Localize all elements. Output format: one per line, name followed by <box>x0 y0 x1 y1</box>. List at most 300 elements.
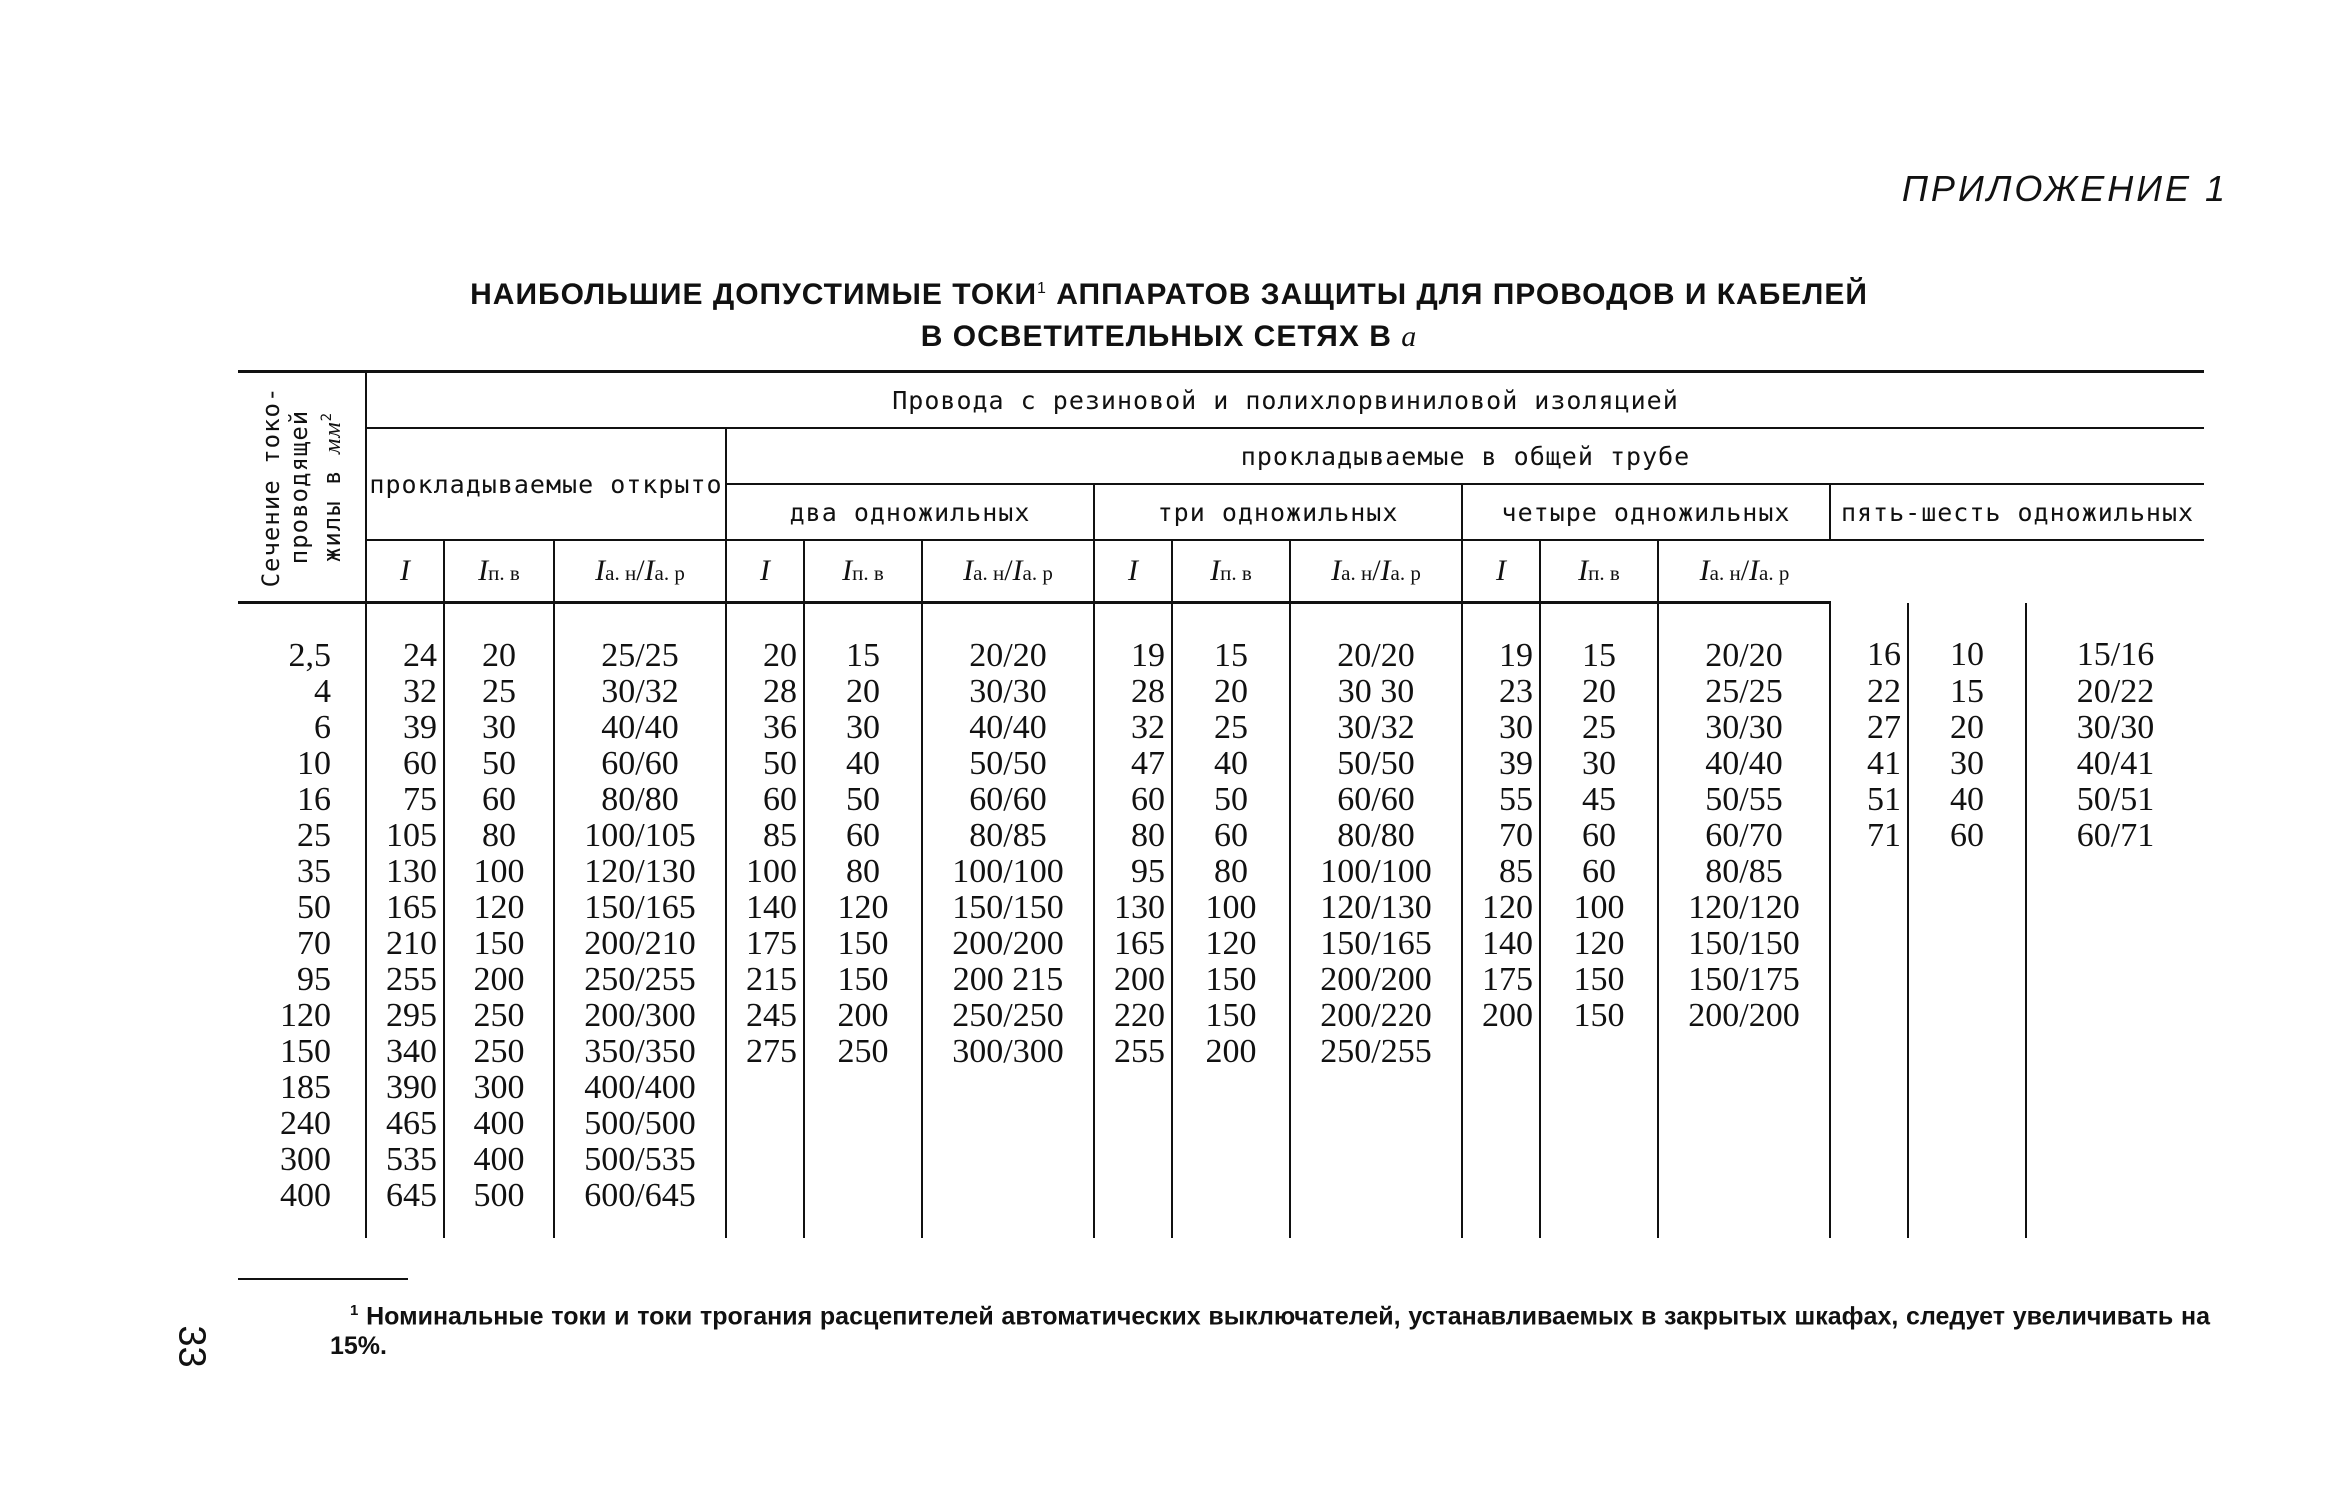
value-cell: 120/130 <box>554 854 726 890</box>
value-cell: 120 <box>1172 926 1290 962</box>
value-cell: 150 <box>1540 962 1658 998</box>
value-cell: 15 <box>1172 603 1290 675</box>
value-cell <box>922 1142 1094 1178</box>
value-cell: 40 <box>1908 782 2026 818</box>
value-cell: 250/255 <box>1290 1034 1462 1070</box>
value-cell: 23 <box>1462 674 1540 710</box>
value-cell: 36 <box>726 710 804 746</box>
value-cell: 200 <box>1462 998 1540 1034</box>
table-row <box>238 818 2204 854</box>
value-cell: 47 <box>1094 746 1172 782</box>
value-cell: 150 <box>1172 998 1290 1034</box>
value-cell: 400 <box>444 1106 554 1142</box>
col-header-Ipv: Iп. в <box>1540 540 1658 603</box>
value-cell <box>1172 1178 1290 1238</box>
value-cell: 200/200 <box>1658 998 1830 1034</box>
value-cell: 645 <box>366 1178 444 1238</box>
value-cell: 50/50 <box>1290 746 1462 782</box>
value-cell <box>1830 926 1908 962</box>
cross-section-cell: 10 <box>297 745 331 782</box>
value-cell: 25/25 <box>1658 674 1830 710</box>
cross-section-cell: 120 <box>280 997 331 1034</box>
value-cell <box>1172 1106 1290 1142</box>
value-cell <box>1540 1070 1658 1106</box>
value-cell: 19 <box>1094 603 1172 675</box>
value-cell: 100 <box>444 854 554 890</box>
value-cell <box>1290 1070 1462 1106</box>
value-cell <box>2026 1070 2204 1106</box>
table-row <box>238 1034 2204 1070</box>
value-cell <box>1830 1142 1908 1178</box>
value-cell: 60 <box>1908 818 2026 854</box>
value-cell: 245 <box>726 998 804 1034</box>
value-cell: 120/120 <box>1658 890 1830 926</box>
value-cell: 60 <box>1172 818 1290 854</box>
value-cell <box>1462 1142 1540 1178</box>
value-cell: 600/645 <box>554 1178 726 1238</box>
value-cell: 25 <box>1172 710 1290 746</box>
value-cell <box>726 1178 804 1238</box>
value-cell <box>1908 998 2026 1034</box>
value-cell: 32 <box>366 674 444 710</box>
value-cell <box>1908 926 2026 962</box>
value-cell <box>804 1178 922 1238</box>
value-cell: 80/85 <box>1658 854 1830 890</box>
value-cell: 535 <box>366 1142 444 1178</box>
value-cell: 85 <box>726 818 804 854</box>
value-cell: 200/210 <box>554 926 726 962</box>
value-cell <box>1908 1106 2026 1142</box>
value-cell: 60/60 <box>1290 782 1462 818</box>
group-header: Провода с резиновой и полихлорвиниловой изоляцией <box>366 372 2204 429</box>
col-header-Ipv: Iп. в <box>1172 540 1290 603</box>
value-cell <box>1908 1070 2026 1106</box>
value-cell: 45 <box>1540 782 1658 818</box>
value-cell: 30/32 <box>554 674 726 710</box>
value-cell: 100/100 <box>1290 854 1462 890</box>
value-cell: 20/20 <box>922 603 1094 675</box>
value-cell <box>804 1070 922 1106</box>
value-cell <box>1462 1106 1540 1142</box>
cross-section-cell: 300 <box>280 1141 331 1178</box>
table-row <box>238 962 2204 998</box>
value-cell <box>1290 1178 1462 1238</box>
value-cell: 120/130 <box>1290 890 1462 926</box>
value-cell: 22 <box>1830 674 1908 710</box>
footnote-divider <box>238 1278 408 1280</box>
value-cell <box>1540 1178 1658 1238</box>
col-header-I: I <box>1094 540 1172 603</box>
value-cell: 60 <box>726 782 804 818</box>
value-cell: 32 <box>1094 710 1172 746</box>
value-cell <box>1658 1034 1830 1070</box>
sub-header-three: три одножильных <box>1094 484 1462 540</box>
value-cell <box>2026 1106 2204 1142</box>
value-cell: 295 <box>366 998 444 1034</box>
table-row <box>238 782 2204 818</box>
value-cell: 300/300 <box>922 1034 1094 1070</box>
value-cell: 25/25 <box>554 603 726 675</box>
value-cell: 350/350 <box>554 1034 726 1070</box>
value-cell: 40 <box>1172 746 1290 782</box>
value-cell: 200/200 <box>1290 962 1462 998</box>
value-cell: 20/22 <box>2026 674 2204 710</box>
value-cell: 30 <box>1462 710 1540 746</box>
value-cell: 60 <box>1540 854 1658 890</box>
value-cell: 120 <box>1462 890 1540 926</box>
value-cell <box>1830 1178 1908 1238</box>
value-cell: 400/400 <box>554 1070 726 1106</box>
value-cell: 50/55 <box>1658 782 1830 818</box>
cross-section-cell: 2,5 <box>288 637 331 674</box>
value-cell: 60 <box>1540 818 1658 854</box>
value-cell <box>2026 998 2204 1034</box>
value-cell <box>804 1142 922 1178</box>
value-cell: 200/300 <box>554 998 726 1034</box>
table-row <box>238 603 2204 675</box>
value-cell: 120 <box>444 890 554 926</box>
table-row <box>238 890 2204 926</box>
page-title <box>0 268 2338 358</box>
value-cell <box>1830 998 1908 1034</box>
value-cell <box>2026 926 2204 962</box>
value-cell <box>1908 962 2026 998</box>
table-row <box>238 998 2204 1034</box>
section-header: Сечение токо- проводящей жилы в $мм^2$ <box>238 372 366 603</box>
value-cell: 20 <box>444 603 554 675</box>
value-cell: 28 <box>726 674 804 710</box>
value-cell: 15 <box>1540 603 1658 675</box>
value-cell: 80 <box>1172 854 1290 890</box>
value-cell <box>726 1142 804 1178</box>
col-header-Ipv: Iп. в <box>804 540 922 603</box>
table-row <box>238 674 2204 710</box>
value-cell: 40/40 <box>1658 746 1830 782</box>
value-cell <box>1830 962 1908 998</box>
cross-section-cell: 70 <box>297 925 331 962</box>
value-cell: 255 <box>366 962 444 998</box>
value-cell: 340 <box>366 1034 444 1070</box>
value-cell: 30 <box>1540 746 1658 782</box>
value-cell: 60/70 <box>1658 818 1830 854</box>
value-cell: 40/40 <box>554 710 726 746</box>
value-cell <box>2026 1142 2204 1178</box>
value-cell: 85 <box>1462 854 1540 890</box>
value-cell: 20 <box>726 603 804 675</box>
value-cell: 60 <box>804 818 922 854</box>
value-cell: 95 <box>1094 854 1172 890</box>
value-cell: 200/220 <box>1290 998 1462 1034</box>
title-line1: НАИБОЛЬШИЕ ДОПУСТИМЫЕ ТОКИ <box>470 278 1038 311</box>
value-cell: 60/71 <box>2026 818 2204 854</box>
value-cell: 200 <box>804 998 922 1034</box>
value-cell: 500/500 <box>554 1106 726 1142</box>
value-cell: 140 <box>726 890 804 926</box>
value-cell: 30 30 <box>1290 674 1462 710</box>
value-cell: 120 <box>1540 926 1658 962</box>
value-cell: 15 <box>804 603 922 675</box>
value-cell: 40 <box>804 746 922 782</box>
value-cell: 71 <box>1830 818 1908 854</box>
value-cell: 30/30 <box>2026 710 2204 746</box>
cross-section-cell: 35 <box>297 853 331 890</box>
table-row <box>238 1106 2204 1142</box>
value-cell: 60 <box>1094 782 1172 818</box>
sub-header-four: четыре одножильных <box>1462 484 1830 540</box>
table-row <box>238 1070 2204 1106</box>
value-cell: 130 <box>1094 890 1172 926</box>
value-cell <box>1290 1142 1462 1178</box>
value-cell: 40/40 <box>922 710 1094 746</box>
value-cell: 150 <box>804 962 922 998</box>
value-cell: 60 <box>366 746 444 782</box>
value-cell <box>2026 962 2204 998</box>
value-cell: 200 215 <box>922 962 1094 998</box>
value-cell: 105 <box>366 818 444 854</box>
value-cell <box>1908 890 2026 926</box>
value-cell: 75 <box>366 782 444 818</box>
value-cell <box>1172 1070 1290 1106</box>
value-cell <box>1658 1106 1830 1142</box>
value-cell <box>922 1106 1094 1142</box>
value-cell: 20 <box>1172 674 1290 710</box>
value-cell: 80/80 <box>1290 818 1462 854</box>
value-cell: 39 <box>1462 746 1540 782</box>
value-cell: 20/20 <box>1658 603 1830 675</box>
value-cell: 150 <box>444 926 554 962</box>
cross-section-cell: 4 <box>314 673 331 710</box>
value-cell: 250/250 <box>922 998 1094 1034</box>
cross-section-cell: 25 <box>297 817 331 854</box>
value-cell <box>1658 1178 1830 1238</box>
value-cell: 100/105 <box>554 818 726 854</box>
value-cell: 27 <box>1830 710 1908 746</box>
value-cell: 16 <box>1830 603 1908 675</box>
value-cell <box>1830 1106 1908 1142</box>
value-cell: 80/80 <box>554 782 726 818</box>
value-cell: 220 <box>1094 998 1172 1034</box>
value-cell: 250 <box>444 998 554 1034</box>
value-cell: 50/50 <box>922 746 1094 782</box>
value-cell <box>922 1178 1094 1238</box>
title-footnote-mark: 1 <box>1037 280 1047 297</box>
value-cell <box>1540 1106 1658 1142</box>
value-cell <box>1172 1142 1290 1178</box>
value-cell: 150/165 <box>1290 926 1462 962</box>
value-cell: 50 <box>804 782 922 818</box>
value-cell <box>1540 1142 1658 1178</box>
table-row <box>238 710 2204 746</box>
value-cell <box>1830 1034 1908 1070</box>
cross-section-cell: 400 <box>280 1177 331 1214</box>
value-cell <box>1658 1142 1830 1178</box>
value-cell: 50 <box>726 746 804 782</box>
value-cell: 24 <box>366 603 444 675</box>
appendix-label: ПРИЛОЖЕНИЕ 1 <box>1901 168 2228 209</box>
value-cell: 30/30 <box>1658 710 1830 746</box>
value-cell: 30 <box>1908 746 2026 782</box>
value-cell: 150/150 <box>922 890 1094 926</box>
value-cell: 165 <box>1094 926 1172 962</box>
value-cell: 400 <box>444 1142 554 1178</box>
value-cell <box>1908 854 2026 890</box>
value-cell <box>2026 1034 2204 1070</box>
footnote-text: Номинальные токи и токи трогания расцепителей автоматических выключателей, устанавливаемых в закрытых шкафах, следует увеличивать на 15%. <box>330 1302 2210 1361</box>
value-cell: 55 <box>1462 782 1540 818</box>
open-laying-header: прокладываемые открыто <box>366 428 726 540</box>
value-cell: 200 <box>1094 962 1172 998</box>
value-cell: 40/41 <box>2026 746 2204 782</box>
value-cell <box>1094 1070 1172 1106</box>
cross-section-cell: 6 <box>314 709 331 746</box>
value-cell: 150/175 <box>1658 962 1830 998</box>
col-header-I: I <box>366 540 444 603</box>
value-cell <box>922 1070 1094 1106</box>
value-cell: 250 <box>444 1034 554 1070</box>
value-cell: 80 <box>444 818 554 854</box>
value-cell: 175 <box>1462 962 1540 998</box>
value-cell: 120 <box>804 890 922 926</box>
col-header-Ian-Iar: Iа. н/Iа. р <box>922 540 1094 603</box>
value-cell <box>1658 1070 1830 1106</box>
value-cell: 100 <box>1540 890 1658 926</box>
value-cell: 100 <box>726 854 804 890</box>
value-cell <box>1908 1034 2026 1070</box>
value-cell: 15 <box>1908 674 2026 710</box>
cross-section-cell: 16 <box>297 781 331 818</box>
col-header-I: I <box>1462 540 1540 603</box>
table-row <box>238 926 2204 962</box>
value-cell <box>1908 1142 2026 1178</box>
title-line1-rest: АППАРАТОВ ЗАЩИТЫ ДЛЯ ПРОВОДОВ И КАБЕЛЕЙ <box>1046 278 1868 311</box>
value-cell: 500/535 <box>554 1142 726 1178</box>
value-cell: 60/60 <box>554 746 726 782</box>
cross-section-cell: 50 <box>297 889 331 926</box>
table-row <box>238 854 2204 890</box>
value-cell: 30 <box>444 710 554 746</box>
value-cell: 15/16 <box>2026 603 2204 675</box>
value-cell: 200 <box>1172 1034 1290 1070</box>
value-cell <box>2026 1178 2204 1238</box>
value-cell: 50 <box>444 746 554 782</box>
value-cell: 39 <box>366 710 444 746</box>
value-cell <box>1830 890 1908 926</box>
value-cell <box>1540 1034 1658 1070</box>
table-row <box>238 1142 2204 1178</box>
col-header-Ian-Iar: Iа. н/Iа. р <box>554 540 726 603</box>
value-cell <box>1462 1178 1540 1238</box>
value-cell: 41 <box>1830 746 1908 782</box>
value-cell: 250 <box>804 1034 922 1070</box>
value-cell <box>1830 854 1908 890</box>
value-cell: 100/100 <box>922 854 1094 890</box>
value-cell: 215 <box>726 962 804 998</box>
cross-section-cell: 95 <box>297 961 331 998</box>
value-cell <box>1462 1070 1540 1106</box>
value-cell: 51 <box>1830 782 1908 818</box>
value-cell: 20 <box>1540 674 1658 710</box>
title-unit: а <box>1401 320 1418 353</box>
value-cell: 10 <box>1908 603 2026 675</box>
title-line2: В ОСВЕТИТЕЛЬНЫХ СЕТЯХ В <box>920 320 1402 353</box>
value-cell: 165 <box>366 890 444 926</box>
value-cell: 70 <box>1462 818 1540 854</box>
value-cell: 500 <box>444 1178 554 1238</box>
value-cell: 150/165 <box>554 890 726 926</box>
value-cell: 200 <box>444 962 554 998</box>
col-header-Ian-Iar: Iа. н/Iа. р <box>1658 540 1830 603</box>
value-cell <box>1094 1106 1172 1142</box>
value-cell: 175 <box>726 926 804 962</box>
cross-section-cell: 240 <box>280 1105 331 1142</box>
value-cell <box>2026 854 2204 890</box>
value-cell <box>1290 1106 1462 1142</box>
currents-table <box>238 370 2204 1238</box>
value-cell: 390 <box>366 1070 444 1106</box>
sub-header-five-six: пять-шесть одножильных <box>1830 484 2204 540</box>
value-cell: 28 <box>1094 674 1172 710</box>
value-cell <box>2026 890 2204 926</box>
table-row <box>238 746 2204 782</box>
page-number: 33 <box>170 1325 213 1368</box>
value-cell: 150 <box>1172 962 1290 998</box>
value-cell <box>726 1070 804 1106</box>
value-cell: 80/85 <box>922 818 1094 854</box>
value-cell: 275 <box>726 1034 804 1070</box>
value-cell: 60 <box>444 782 554 818</box>
value-cell: 150 <box>1540 998 1658 1034</box>
value-cell: 200/200 <box>922 926 1094 962</box>
value-cell <box>1094 1142 1172 1178</box>
value-cell <box>804 1106 922 1142</box>
value-cell: 150 <box>804 926 922 962</box>
value-cell: 100 <box>1172 890 1290 926</box>
value-cell: 130 <box>366 854 444 890</box>
value-cell: 140 <box>1462 926 1540 962</box>
value-cell: 19 <box>1462 603 1540 675</box>
cross-section-cell: 150 <box>280 1033 331 1070</box>
value-cell <box>1462 1034 1540 1070</box>
value-cell: 25 <box>1540 710 1658 746</box>
value-cell: 30 <box>804 710 922 746</box>
value-cell: 20 <box>1908 710 2026 746</box>
col-header-Ian-Iar: Iа. н/Iа. р <box>1290 540 1462 603</box>
sub-header-two: два одножильных <box>726 484 1094 540</box>
cross-section-cell: 185 <box>280 1069 331 1106</box>
value-cell <box>1830 1070 1908 1106</box>
value-cell: 210 <box>366 926 444 962</box>
value-cell: 80 <box>804 854 922 890</box>
value-cell <box>1908 1178 2026 1238</box>
value-cell: 465 <box>366 1106 444 1142</box>
col-header-Ipv: Iп. в <box>444 540 554 603</box>
footnote-mark: 1 <box>350 1302 359 1319</box>
value-cell: 250/255 <box>554 962 726 998</box>
value-cell: 50 <box>1172 782 1290 818</box>
value-cell: 30/32 <box>1290 710 1462 746</box>
value-cell: 50/51 <box>2026 782 2204 818</box>
footnote <box>330 1296 2210 1361</box>
table-row <box>238 1178 2204 1238</box>
col-header-I: I <box>726 540 804 603</box>
value-cell: 20 <box>804 674 922 710</box>
pipe-laying-header: прокладываемые в общей трубе <box>726 428 2204 484</box>
value-cell: 25 <box>444 674 554 710</box>
value-cell: 80 <box>1094 818 1172 854</box>
value-cell <box>1094 1178 1172 1238</box>
value-cell: 60/60 <box>922 782 1094 818</box>
value-cell: 150/150 <box>1658 926 1830 962</box>
